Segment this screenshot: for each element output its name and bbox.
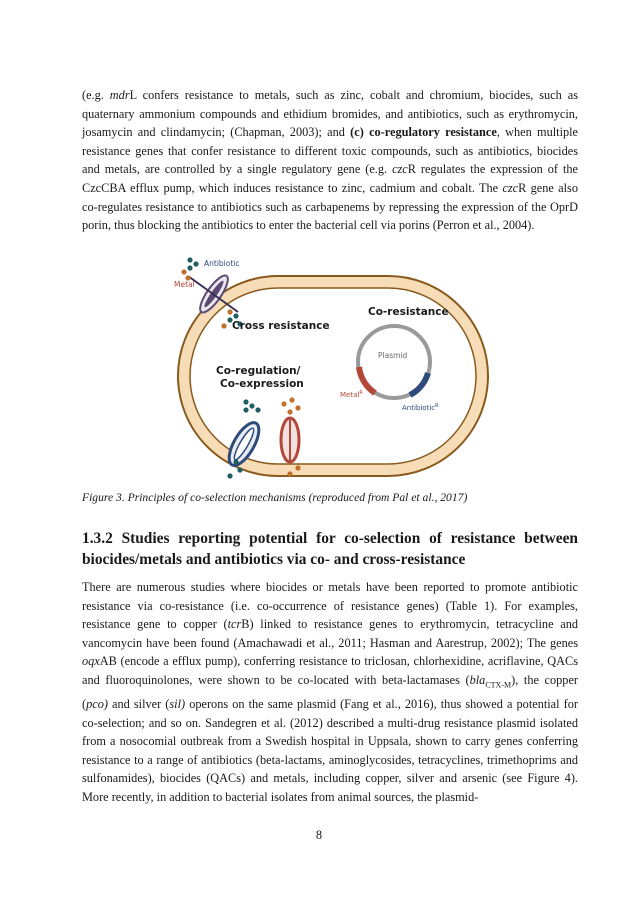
gene-name-italic: mdr — [109, 88, 130, 102]
text-run: ), the copper ( — [82, 672, 578, 712]
co-resistance-label: Co-resistance — [368, 306, 449, 318]
text-run: There are numerous studies where biocides or metals have been reported to promote antibiotic resistance via co-resistance (i.e. co-occurrence of resistance genes) (Table 1). For examples, resistance gene to copper ( — [82, 580, 578, 632]
text-run: B) linked to resistance genes to erythromycin, tetracycline and vancomycin have been found (Amachawadi et al., 2011; Hasman and Aarestrup, 2002); The genes — [82, 617, 578, 650]
gene-name-italic: pco) — [86, 697, 108, 712]
metal-label: Metal — [174, 280, 195, 289]
body-paragraph-1 — [82, 86, 578, 235]
section-heading: 1.3.2 Studies reporting potential for co-selection of resistance between biocides/metals and antibiotics via co- and cross-resistance — [82, 530, 578, 568]
co-regulation-label-line2: Co-expression — [220, 378, 304, 390]
gene-name-italic: tcr — [227, 617, 242, 632]
text-run: and silver ( — [107, 697, 170, 712]
plasmid — [358, 326, 430, 398]
gene-name-italic: oqx — [82, 654, 100, 669]
gene-name-italic: czc — [392, 162, 408, 177]
co-selection-diagram — [160, 254, 500, 482]
text-run: L confers resistance to metals, such as zinc, cobalt and chromium, biocides, such as quaternary ammonium compounds and ethidium bromides, and antibiotics, such as erythromycin, josamycin and clindamycin; (Chapman, 2003); and — [82, 88, 578, 140]
text-run: (e.g. — [82, 88, 110, 102]
antibiotic-resistance-label: Antibiotic$^R$ — [402, 403, 439, 412]
co-regulation-red-pump — [281, 418, 299, 462]
figure-caption: Figure 3. Principles of co-selection mechanisms (reproduced from Pal et al., 2017) — [82, 491, 468, 504]
metal-resistance-label: Metal$^R$ — [340, 390, 363, 399]
text-run: R gene also co-regulates resistance to antibiotics such as carbapenems by repressing the expression of the OprD porin, thus blocking the antibiotics to enter the bacterial cell via porins (Perron et al., 2004). — [82, 180, 578, 233]
text-run: , when multiple resistance genes that confer resistance to different toxic compounds, such as antibiotics, biocides and metals, are controlled by a single regulatory gene (e.g. — [82, 125, 579, 177]
text-run: operons on the same plasmid (Fang et al., 2016), thus showed a potential for co-selection; and so on. Sandegren et al. (2012) described a multi-drug resistance plasmid isolated from a nosocomial outbreak from a Swedish hospital in Uppsala, shown to carry genes conferring resistance to a range of antibiotics (beta-lactams, aminoglycosides, tetracyclines, trimethoprims and sulfonamides), biocides (QACs) and metals, including copper, silver and arsenic (see Figure 4). More recently, in addition to bacterial isolates from animal sources, the plasmid- — [82, 697, 578, 804]
body-paragraph-2 — [82, 578, 578, 807]
gene-name-italic: sil) — [169, 697, 186, 712]
bold-term: (c) co-regulatory resistance — [350, 125, 497, 140]
antibiotic-label: Antibiotic — [204, 259, 240, 268]
page-number: 8 — [315, 828, 323, 842]
text-run: R regulates the expression of the CzcCBA efflux pump, which induces resistance to zinc, cadmium and cobalt. The — [82, 162, 578, 195]
text-run: AB (encode a efflux pump), conferring resistance to triclosan, chlorhexidine, acriflavine, QACs and fluoroquinolones, were shown to be co-located with beta-lactamases ( — [82, 654, 578, 687]
cross-resistance-label: Cross resistance — [232, 320, 330, 332]
gene-subscript: CTX-M — [485, 680, 512, 690]
co-regulation-label-line1: Co-regulation/ — [216, 365, 301, 377]
gene-name-italic: czc — [502, 180, 519, 195]
gene-name-italic: bla — [469, 672, 486, 687]
plasmid-label: Plasmid — [378, 351, 408, 360]
